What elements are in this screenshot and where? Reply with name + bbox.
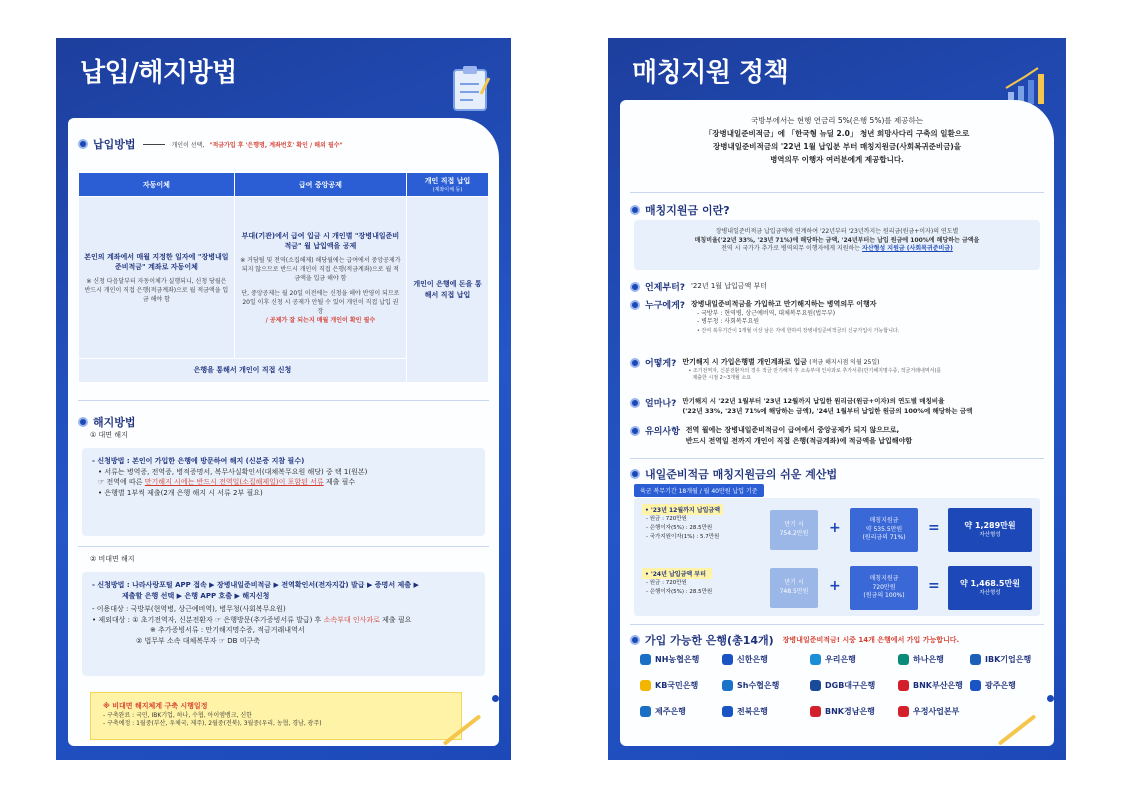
payroll-main: 부대(기관)에서 급여 입금 시 개인별 "장병내일준비적금" 월 납입액을 공제 (241, 231, 400, 250)
decor-dot (492, 695, 499, 702)
bank-emblem-icon (722, 706, 733, 717)
bank-logo (722, 706, 768, 717)
when-text: '22년 1월 납입금액 부터 (691, 282, 768, 290)
non-face-excluded-line (92, 615, 475, 626)
how-label-text: 어떻게? (645, 359, 677, 369)
what-definition-box (634, 220, 1040, 270)
bank-emblem-icon (810, 680, 821, 691)
how-much-details (682, 396, 1038, 417)
row-1-maturity-box (770, 510, 818, 550)
calc-row-1-line-1: - 원금 : 720만원 (646, 516, 687, 522)
row-2-maturity-label: 만기 시 (784, 579, 804, 587)
bank-logo (970, 654, 1031, 665)
how-much-line-2: ('22년 33%, '23년 71%에 해당하는 금액), '24년 1월부터 납입한 원금의 100%에 해당하는 금액 (682, 406, 973, 415)
bank-logo (898, 706, 959, 717)
calc-row-2-line-1: - 원금 : 720만원 (646, 580, 687, 586)
what-line-1: 장병내일준비적금 납입금액에 연계하여 '22년부터 '23년까지는 원리금(원금+이자)의 연도별 (715, 228, 959, 235)
payment-heading-text: 납입방법 (93, 138, 136, 151)
how-much-label-text: 얼마나? (645, 399, 677, 409)
bullet-circle-icon (630, 469, 640, 479)
payment-note-red: "적금가입 후 '은행명, 계좌번호' 확인 / 해외 필수" (209, 141, 343, 149)
what-line-3 (644, 245, 1030, 254)
row-2-maturity-box (770, 568, 818, 608)
bank-emblem-icon (722, 654, 733, 665)
face-docs-line: • 서류는 병역증, 전역증, 병적증명서, 복무사실확인서(대체복무요원 해당) 중 택 1(원본) (98, 467, 368, 476)
right-content-sheet (620, 100, 1054, 746)
intro-line-2: 「장병내일준비적금」에 「한국형 뉴딜 2.0」 청년 희망사다리 구축의 일환으로 (704, 129, 970, 139)
row-2-maturity-value: 748.5만원 (779, 588, 809, 595)
bank-name: 제주은행 (655, 707, 686, 716)
left-content-sheet (68, 118, 499, 746)
non-face-method-line-1: - 신청방법 : 나라사랑포털 APP 접속 ▶ 장병내일준비적금 ▶ 전역확인서(전자지갑) 발급 ▶ 증명서 제출 ▶ (92, 581, 419, 589)
plus-sign: + (829, 578, 841, 594)
face-discharge-prefix: ☞ 전역에 따른 (98, 478, 143, 486)
what-section-heading (630, 202, 730, 218)
bullet-circle-icon (78, 139, 88, 149)
non-face-method-line-2: 제출할 은행 선택 ▶ 은행 APP 호출 ▶ 해지신청 (122, 591, 270, 600)
caution-line-2: 반드시 전역일 전까지 개인이 직접 은행(적금계좌)에 적금액을 납입해야함 (685, 436, 913, 445)
row-2-total-value: 약 1,468.5만원 (960, 579, 1020, 589)
bank-logo (722, 654, 768, 665)
bullet-circle-icon (630, 205, 640, 215)
rollout-planned: - 구축예정 : 1월중(부산, 우체국, 제주), 2월중(전북), 3월중(우리, 농협, 경남, 광주) (103, 720, 322, 728)
caution-details (686, 424, 912, 446)
row-1-match-ratio: (원리금의 71%) (862, 534, 906, 542)
calc-row-1-line-2: - 은행이자(5%) : 28.5만원 (646, 524, 713, 531)
face-discharge-line (92, 477, 475, 488)
face-per-bank-line: • 은행별 1부씩 제출(2개 은행 해지 시 서류 2부 필요) (98, 488, 263, 497)
face-to-face-box (82, 448, 485, 536)
row-1-match-value: 약 535.5만원 (865, 525, 903, 533)
decor-dot (1047, 695, 1054, 702)
bank-name: 전북은행 (737, 707, 768, 716)
bank-emblem-icon (810, 654, 821, 665)
bank-emblem-icon (640, 654, 651, 665)
banks-heading-red: 장병내일준비적금! 시중 14개 은행에서 가입 가능합니다. (782, 636, 960, 644)
rollout-schedule-box (90, 692, 462, 740)
what-heading-text: 매칭지원금 이란? (645, 204, 730, 217)
caution-row (630, 424, 912, 446)
bank-logo (898, 654, 944, 665)
calc-basis-tag: 육군 복무기간 18개월 / 월 40만원 납입 기준 (634, 484, 764, 497)
excluded-red: 소속부대 인사과로 (323, 615, 380, 624)
justice-ministry-line: ② 법무부 소속 대체복무자 ☞ DB 미구축 (136, 636, 260, 645)
bank-name: 광주은행 (985, 681, 1016, 690)
what-line-3-link: 자산형성 지원금 (사회복귀준비금) (862, 245, 953, 253)
bank-logo (810, 706, 875, 717)
rollout-title: ※ 비대면 해지체계 구축 시행일정 (103, 702, 208, 710)
bank-name: 우정사업본부 (913, 707, 960, 716)
row-2-total-box (948, 566, 1032, 610)
section-divider (630, 192, 1044, 193)
who-details (691, 298, 899, 334)
how-much-label (630, 396, 676, 409)
bullet-circle-icon (630, 398, 640, 408)
apply-via-bank-row: 은행을 통해서 개인이 직접 신청 (79, 359, 407, 383)
non-face-box (82, 572, 485, 676)
row-2-total-label: 자산형성 (979, 589, 1001, 596)
how-text-prefix: 만기해지 시 가입은행별 개인계좌로 입금 (682, 358, 808, 366)
intro-block (630, 114, 1044, 167)
bank-name: 하나은행 (913, 655, 944, 664)
row-2-match-label: 매칭지원금 (869, 574, 899, 582)
bank-name: 우리은행 (825, 655, 856, 664)
what-line-2: 매칭비율('22년 33%, '23년 71%)에 해당하는 금액, '24년부터는 납입 원금에 100%에 해당하는 금액을 (694, 236, 980, 244)
how-row (630, 356, 941, 383)
bullet-circle-icon (630, 635, 640, 645)
face-discharge-suffix: 제출 필수 (325, 478, 356, 486)
intro-line-1: 국방부에서는 현행 연금리 5%(은행 5%)를 제공하는 (751, 116, 923, 125)
who-note: • 잔여 복무기간이 1개월 이상 남은 자에 한하여 장병내일준비적금의 신규가입이 가능합니다. (697, 327, 900, 334)
bank-name: DGB대구은행 (825, 681, 876, 690)
plus-sign: + (829, 520, 841, 536)
direct-header-label: 개인 직접 납입 (424, 177, 471, 185)
banks-section-heading (630, 632, 959, 648)
bank-logo (810, 654, 856, 665)
calc-row-1-line-3: - 국가지원이자(1%) : 5.7만원 (646, 533, 720, 540)
how-details (682, 356, 941, 383)
row-2-match-ratio: (원금의 100%) (863, 592, 905, 600)
section-divider (78, 546, 489, 547)
payment-note-prefix: 개인이 선택, (171, 141, 205, 149)
table-header-direct (406, 173, 488, 197)
bank-name: BNK경남은행 (825, 707, 875, 716)
non-face-target-line: - 이용대상 : 국방부(현역병, 상근예비역), 병무청(사회복무요원) (92, 605, 286, 613)
how-label (630, 356, 676, 369)
auto-transfer-note: ※ 신청 다음달부터 자동이체가 실행되니, 신청 당월은 반드시 개인이 직접 은행(적금계좌)으로 월 적금액을 입금 해야 함 (84, 277, 229, 303)
calc-section-heading (630, 466, 837, 482)
how-note-2: 제출한 시점 2~3개월 소요 (692, 375, 752, 381)
section-divider (630, 458, 1044, 459)
rollout-completed: - 구축완료 : 국민, IBK기업, 하나, 수협, 아이엠뱅크, 신한 (103, 711, 252, 719)
bank-name: 신한은행 (737, 655, 768, 664)
row-1-maturity-label: 만기 시 (784, 521, 804, 529)
payment-section-heading (78, 136, 343, 152)
intro-line-4: 병역의무 이행자 여러분에게 제공합니다. (770, 155, 904, 165)
non-face-title: ② 비대면 해지 (90, 555, 135, 563)
face-to-face-title: ① 대면 해지 (90, 431, 128, 439)
calc-row-2-label: • '24년 납입금액 부터 (642, 568, 712, 579)
bank-name: KB국민은행 (655, 681, 699, 690)
caution-label-text: 유의사항 (645, 427, 680, 437)
equals-sign: = (928, 578, 940, 594)
heading-rule (143, 144, 165, 145)
calc-heading-text: 내일준비적금 매칭지원금의 쉬운 계산법 (645, 468, 838, 481)
when-label (630, 280, 685, 293)
table-header-auto-transfer: 자동이체 (79, 173, 235, 197)
bank-emblem-icon (898, 654, 909, 665)
face-discharge-red: 만기해지 시에는 반드시 전역일(소집해제일)이 포함된 서류 (144, 478, 324, 486)
bank-emblem-icon (970, 680, 981, 691)
caution-line-1: 전역 월에는 장병내일준비적금이 급여에서 중앙공제가 되지 않으므로, (685, 426, 900, 434)
bank-name: Sh수협은행 (737, 681, 780, 690)
bank-emblem-icon (970, 654, 981, 665)
calc-row-1-inputs (642, 504, 723, 541)
row-1-total-box (948, 508, 1032, 552)
bank-name: IBK기업은행 (985, 655, 1032, 664)
bullet-circle-icon (630, 426, 640, 436)
who-row (630, 298, 899, 334)
table-header-payroll: 급여 중앙공제 (234, 173, 406, 197)
bullet-circle-icon (78, 417, 88, 427)
calc-row-1-label: • '23년 12월까지 납입금액 (642, 504, 723, 515)
when-row (630, 280, 767, 293)
row-1-total-label: 자산형성 (979, 531, 1001, 538)
direct-header-sub: (계좌이체 등) (432, 187, 463, 193)
auto-transfer-cell (79, 197, 235, 359)
who-label (630, 298, 685, 311)
direct-payment-cell: 개인이 은행에 돈을 통해서 직접 납입 (406, 197, 488, 383)
bank-logo (722, 680, 779, 691)
what-line-3-prefix: 전역 시 국가가 추가로 병역의무 이행자에게 지원하는 (721, 245, 861, 253)
equals-sign: = (928, 520, 940, 536)
right-poster-title: 매칭지원 정책 (632, 58, 789, 88)
how-text (682, 357, 941, 368)
how-much-line-1: 만기해지 시 '22년 1월부터 '23년 12월까지 납입한 원리금(원금+이자)의 연도별 매칭비율 (682, 397, 945, 405)
row-2-match-value: 720만원 (872, 583, 896, 591)
payroll-note-red: / 공제가 잘 되는지 매월 개인이 확인 필수 (265, 316, 376, 324)
bullet-circle-icon (630, 282, 640, 292)
bank-name: NH농협은행 (655, 655, 700, 664)
bullet-circle-icon (630, 300, 640, 310)
bank-emblem-icon (722, 680, 733, 691)
bank-emblem-icon (898, 706, 909, 717)
bank-emblem-icon (810, 706, 821, 717)
section-divider (630, 624, 1044, 625)
who-label-text: 누구에게? (645, 301, 685, 311)
face-method-line: - 신청방법 : 본인이 가입한 은행에 방문하여 해지 (신분증 지참 필수) (92, 457, 305, 465)
section-divider (78, 400, 489, 401)
who-sub-2: - 병무청 : 사회복무요원 (697, 318, 760, 326)
intro-line-3: 장병내일준비적금의 '22년 1월 납입분 부터 매칭지원금(사회복귀준비금)을 (713, 142, 961, 152)
row-1-maturity-value: 754.2만원 (779, 530, 809, 537)
clipboard-icon (451, 64, 491, 112)
cancel-section-heading (78, 414, 136, 430)
row-1-match-label: 매칭지원금 (869, 516, 899, 524)
bank-emblem-icon (640, 706, 651, 717)
bank-logo (640, 654, 699, 665)
extra-docs-line: ※ 추가증빙서류 : 만기해지명수증, 적금거래내역서 (150, 626, 305, 634)
row-1-total-value: 약 1,289만원 (964, 521, 1016, 531)
who-text: 장병내일준비적금을 가입하고 만기해지하는 병역의무 이행자 (691, 300, 877, 308)
bank-emblem-icon (640, 680, 651, 691)
left-poster-title: 납입/해지방법 (80, 58, 237, 88)
how-text-suffix: (적금 해지시점 익월 25일) (809, 359, 880, 366)
excluded-prefix: • 제외대상 : ① 초기전역자, 신분전환자 ☞ 은행방문(추가증빙서류 발급) 후 (92, 615, 322, 624)
calc-example-box (634, 498, 1040, 616)
cancel-heading-text: 해지방법 (93, 416, 136, 429)
payroll-note-1: ※ 거담될 및 전역(소집해제) 해당월에는 급여에서 중앙공제가 되지 않으므로 반드시 개인이 직접 은행(적금계좌)으로 월 적금액을 입금 해야 함 (240, 256, 401, 282)
bank-logo (810, 680, 875, 691)
how-much-row (630, 396, 1038, 417)
bank-name: BNK부산은행 (913, 681, 963, 690)
payroll-note-2: 단, 중앙공제는 월 20일 이전에는 신청을 해야 반영이 되므로 20일 이후 신청 시 공제가 안될 수 있어 개인이 직접 납입 권장 (241, 289, 400, 315)
bullet-circle-icon (630, 358, 640, 368)
left-poster (56, 38, 511, 760)
bank-logo (640, 680, 698, 691)
excluded-suffix: 제출 필요 (382, 615, 412, 624)
banks-heading-text: 가입 가능한 은행(총14개) (645, 634, 774, 647)
right-poster (608, 38, 1066, 760)
payroll-cell (234, 197, 406, 359)
bank-logo (640, 706, 686, 717)
auto-transfer-main: 본인의 계좌에서 매월 지정한 일자에 "장병내일준비적금" 계좌로 자동이체 (84, 252, 229, 271)
bank-emblem-icon (898, 680, 909, 691)
calc-row-2-inputs (642, 568, 712, 597)
row-1-match-box (850, 508, 918, 552)
when-label-text: 언제부터? (645, 283, 685, 293)
payment-methods-table (78, 172, 489, 383)
how-note-1: • 조기전역자, 신분전환자의 경우 적금 만기해지 후 소속부대 인사과로 추가서류(만기해지명수증, 적금거래내역서)를 (688, 367, 942, 374)
bank-logo (970, 680, 1016, 691)
calc-row-2-line-2: - 은행이자(5%) : 28.5만원 (646, 588, 713, 595)
caution-label (630, 424, 680, 437)
row-2-match-box (850, 566, 918, 610)
bank-logo (898, 680, 963, 691)
who-sub-1: - 국방부 : 현역병, 상근예비역, 대체복무요원(법무부) (697, 309, 836, 317)
